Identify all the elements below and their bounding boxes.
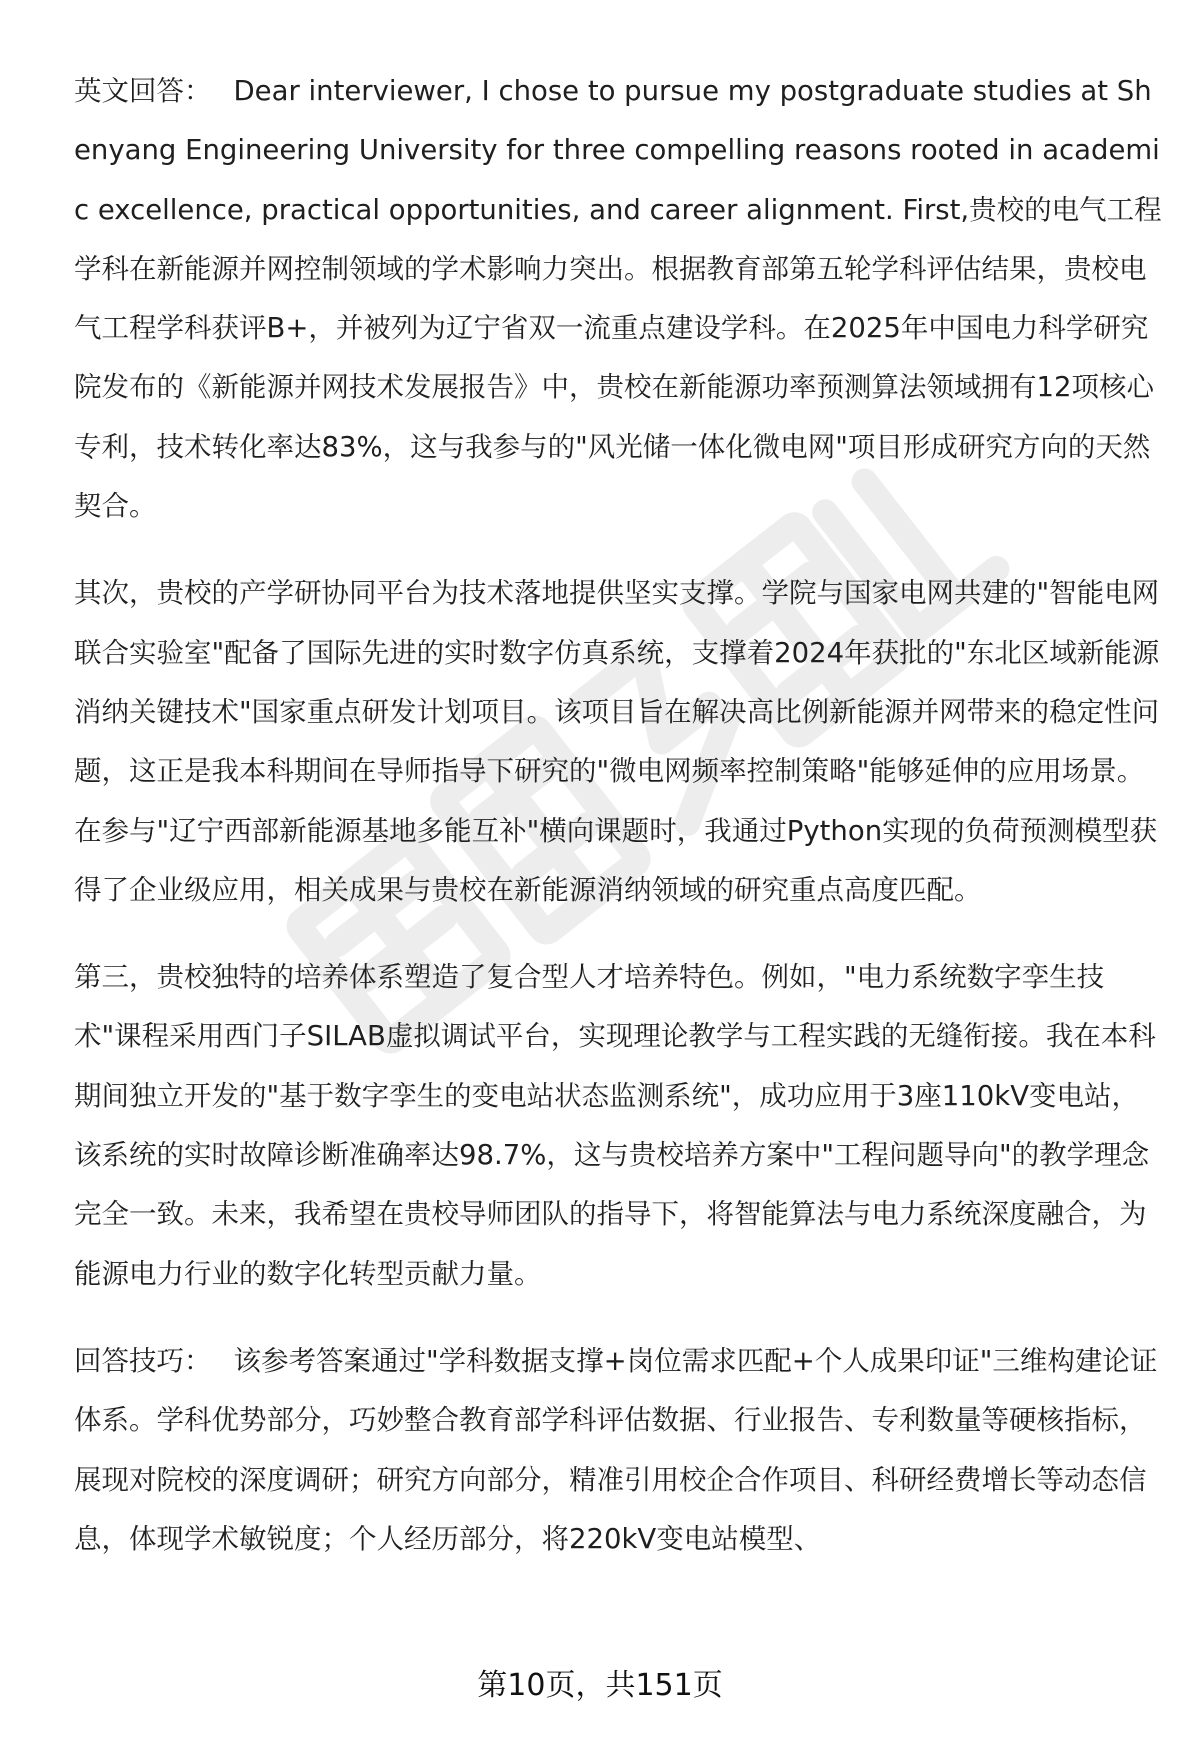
document-body — [74, 62, 1164, 1569]
english-answer-text: Dear interviewer, I chose to pursue my postgraduate studies at Shenyang Engineering University for three compelling reasons rooted in academic excellence, practical opportunities, and career alignment. First,贵校的电气工程学科在新能源并网控制领域的学术影响力突出。根据教育部第五轮学科评估结果，贵校电气工程学科获评B+，并被列为辽宁省双一流重点建设学科。在2025年中国电力科学研究院发布的《新能源并网技术发展报告》中，贵校在新能源功率预测算法领域拥有12项核心专利，技术转化率达83%，这与我参与的"风光储一体化微电网"项目形成研究方向的天然契合。 — [74, 75, 1162, 523]
english-answer-label: 英文回答： — [74, 75, 212, 107]
third-reason-paragraph: 第三，贵校独特的培养体系塑造了复合型人才培养特色。例如，"电力系统数字孪生技术"课程采用西门子SILAB虚拟调试平台，实现理论教学与工程实践的无缝衔接。我在本科期间独立开发的"基于数字孪生的变电站状态监测系统"，成功应用于3座110kV变电站，该系统的实时故障诊断准确率达98.7%，这与贵校培养方案中"工程问题导向"的教学理念完全一致。未来，我希望在贵校导师团队的指导下，将智能算法与电力系统深度融合，为能源电力行业的数字化转型贡献力量。 — [74, 961, 1156, 1290]
second-reason-paragraph: 其次，贵校的产学研协同平台为技术落地提供坚实支撑。学院与国家电网共建的"智能电网联合实验室"配备了国际先进的实时数字仿真系统，支撑着2024年获批的"东北区域新能源消纳关键技术"国家重点研发计划项目。该项目旨在解决高比例新能源并网带来的稳定性问题，这正是我本科期间在导师指导下研究的"微电网频率控制策略"能够延伸的应用场景。在参与"辽宁西部新能源基地多能互补"横向课题时，我通过Python实现的负荷预测模型获得了企业级应用，相关成果与贵校在新能源消纳领域的研究重点高度匹配。 — [74, 577, 1160, 906]
english-answer-paragraph — [74, 62, 1164, 536]
page-footer: 第10页，共151页 — [477, 1668, 723, 1703]
answer-tips-paragraph — [74, 1332, 1164, 1569]
answer-tips-label: 回答技巧： — [74, 1344, 212, 1377]
answer-tips-text: 该参考答案通过"学科数据支撑+岗位需求匹配+个人成果印证"三维构建论证体系。学科优势部分，巧妙整合教育部学科评估数据、行业报告、专利数量等硬核指标，展现对院校的深度调研；研究方向部分，精准引用校企合作项目、科研经费增长等动态信息，体现学术敏锐度；个人经历部分，将220kV变电站模型、 — [74, 1344, 1158, 1555]
